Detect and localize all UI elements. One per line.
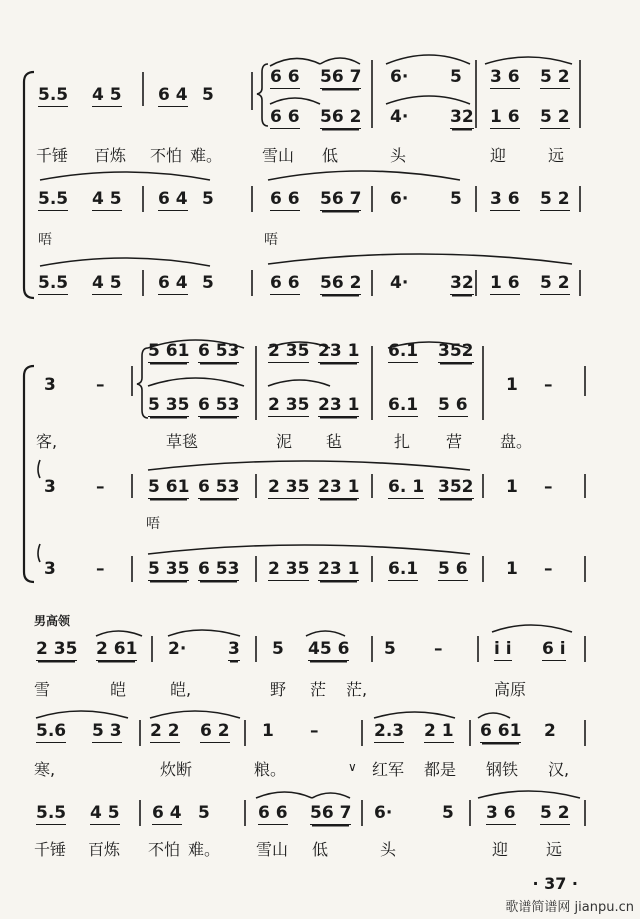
note: 23 1 [318, 341, 360, 361]
note: 6· [374, 803, 393, 823]
note: 23 1 [318, 559, 360, 579]
note: 4 5 [92, 189, 122, 209]
note: 6 53 [198, 477, 240, 497]
row-10 [0, 476, 640, 516]
lyric: 盘。 [500, 432, 533, 451]
note: 5.5 [36, 803, 67, 823]
note: 56 7 [320, 189, 362, 209]
lyric: 百炼 [88, 840, 121, 859]
note: – [544, 477, 553, 497]
lyric: 唔 [146, 516, 160, 532]
row-14-lyrics [0, 680, 640, 720]
note: 4 5 [92, 273, 122, 293]
note: 3 [44, 375, 56, 395]
lyric: 头 [380, 840, 397, 859]
note: 2 35 [268, 395, 310, 415]
note: 6.1 [388, 559, 419, 579]
lyric: 唔 [264, 232, 278, 248]
note: 2 35 [268, 477, 310, 497]
row-8 [0, 374, 640, 414]
lyric: 草毯 [166, 432, 199, 451]
note: 4 5 [92, 85, 122, 105]
note: 5.5 [38, 273, 69, 293]
note: 6 4 [158, 273, 188, 293]
note: 6 6 [270, 273, 300, 293]
lyric: 皑, [170, 680, 192, 699]
lyric: 泥 [276, 432, 293, 451]
note: 5.6 [36, 721, 67, 741]
row-5-lyrics [0, 230, 640, 270]
lyric: 唔 [38, 232, 52, 248]
note: 23 1 [318, 395, 360, 415]
note: 3 6 [490, 67, 520, 87]
lyric: 扎 [394, 432, 411, 451]
note: 6 6 [258, 803, 288, 823]
lyric: 高原 [494, 680, 527, 699]
row-16-lyrics [0, 760, 640, 800]
note: 6 i [542, 639, 566, 659]
note: 1 [262, 721, 274, 741]
note: 6 6 [270, 107, 300, 127]
note: 45 6 [308, 639, 350, 659]
note: – [96, 559, 105, 579]
row-12 [0, 558, 640, 598]
lyric: 低 [322, 146, 339, 165]
lyric: 炊断 [160, 760, 193, 779]
lyric: 野 [270, 680, 287, 699]
note: 6. 1 [388, 477, 425, 497]
note: 5 [450, 189, 462, 209]
note: 2· [168, 639, 187, 659]
note: 1 6 [490, 107, 520, 127]
note: 5 [198, 803, 210, 823]
note: 5 2 [540, 189, 570, 209]
lyric: 客, [36, 432, 58, 451]
note: 6 2 [200, 721, 230, 741]
note: 5 2 [540, 273, 570, 293]
lyric: 不怕 [148, 840, 181, 859]
note: 352 [438, 477, 474, 497]
note: 5 [202, 189, 214, 209]
lyric: 茫 [310, 680, 327, 699]
note: 56 2 [320, 107, 362, 127]
note: 3 [44, 477, 56, 497]
note: 56 2 [320, 273, 362, 293]
note: 5.5 [38, 85, 69, 105]
lyric: 百炼 [94, 146, 127, 165]
note: 2 61 [96, 639, 138, 659]
note: 6 6 [270, 189, 300, 209]
note: 32 [450, 273, 474, 293]
lyric: 头 [390, 146, 407, 165]
note: 2 1 [424, 721, 454, 741]
note: 5 [450, 67, 462, 87]
note: 5 [202, 85, 214, 105]
note: 2 2 [150, 721, 180, 741]
lyric: 红军 [372, 760, 405, 779]
note: 6 61 [480, 721, 522, 741]
note: 56 7 [320, 67, 362, 87]
lyric: 钢铁 [486, 760, 519, 779]
note: – [310, 721, 319, 741]
note: 5 61 [148, 341, 190, 361]
note: 1 [506, 375, 518, 395]
note: i i [494, 639, 512, 659]
note: 6· [390, 189, 409, 209]
note: 2 35 [268, 559, 310, 579]
note: 3 6 [486, 803, 516, 823]
note: 4· [390, 107, 409, 127]
lyric: 迎 [492, 840, 509, 859]
note: 352 [438, 341, 474, 361]
part-label: 男高领 [34, 614, 71, 628]
note: 23 1 [318, 477, 360, 497]
lyric: 皑 [110, 680, 127, 699]
lyric: 茫, [346, 680, 368, 699]
page-number: · 37 · [532, 874, 578, 893]
note: 56 7 [310, 803, 352, 823]
lyric: 汉, [548, 760, 570, 779]
note: 5 [384, 639, 396, 659]
lyric: 雪山 [256, 840, 289, 859]
note: 1 [506, 477, 518, 497]
note: – [434, 639, 443, 659]
note: 6 4 [152, 803, 182, 823]
note: 2 [544, 721, 556, 741]
note: 2.3 [374, 721, 405, 741]
lyric: 迎 [490, 146, 507, 165]
note: 6 53 [198, 559, 240, 579]
note: 5 35 [148, 395, 190, 415]
lyric: 低 [312, 840, 329, 859]
note: 6 53 [198, 341, 240, 361]
note: 5 2 [540, 67, 570, 87]
note: 3 [44, 559, 56, 579]
note: 32 [450, 107, 474, 127]
note: – [96, 477, 105, 497]
lyric: 毡 [326, 432, 343, 451]
row-9-lyrics [0, 432, 640, 472]
note: 4 5 [90, 803, 120, 823]
lyric: 都是 [424, 760, 457, 779]
note: 6· [390, 67, 409, 87]
note: 4· [390, 273, 409, 293]
lyric: 千锤 [34, 840, 67, 859]
note: 6.1 [388, 395, 419, 415]
note: – [544, 375, 553, 395]
lyric: 雪 [34, 680, 51, 699]
lyric: 寒, [34, 760, 56, 779]
watermark: 歌谱简谱网 jianpu.cn [505, 900, 634, 915]
lyric: 难。 [188, 840, 221, 859]
note: 5 [202, 273, 214, 293]
note: 5 2 [540, 803, 570, 823]
lyric: 不怕 [150, 146, 183, 165]
row-13 [0, 638, 640, 678]
note: 5.5 [38, 189, 69, 209]
note: 5 35 [148, 559, 190, 579]
note: 3 [228, 639, 240, 659]
note: 6 6 [270, 67, 300, 87]
note: 5 2 [540, 107, 570, 127]
lyric: 远 [548, 146, 565, 165]
lyric: 雪山 [262, 146, 295, 165]
note: 6 4 [158, 189, 188, 209]
note: – [544, 559, 553, 579]
breath-mark: ∨ [348, 760, 357, 774]
note: 6.1 [388, 341, 419, 361]
row-17 [0, 802, 640, 842]
lyric: 千锤 [36, 146, 69, 165]
lyric: 难。 [190, 146, 223, 165]
note: 5 6 [438, 559, 468, 579]
note: – [96, 375, 105, 395]
note: 1 [506, 559, 518, 579]
row-3-lyrics [0, 146, 640, 186]
note: 6 4 [158, 85, 188, 105]
note: 2 35 [36, 639, 78, 659]
note: 5 3 [92, 721, 122, 741]
note: 5 61 [148, 477, 190, 497]
row-2 [0, 106, 640, 146]
note: 1 6 [490, 273, 520, 293]
note: 6 53 [198, 395, 240, 415]
lyric: 远 [546, 840, 563, 859]
row-4 [0, 188, 640, 228]
row-11-lyrics [0, 514, 640, 554]
note: 5 6 [438, 395, 468, 415]
lyric: 粮。 [254, 760, 287, 779]
row-6 [0, 272, 640, 312]
note: 2 35 [268, 341, 310, 361]
note: 5 [442, 803, 454, 823]
row-15 [0, 720, 640, 760]
lyric: 营 [446, 432, 463, 451]
note: 3 6 [490, 189, 520, 209]
note: 5 [272, 639, 284, 659]
